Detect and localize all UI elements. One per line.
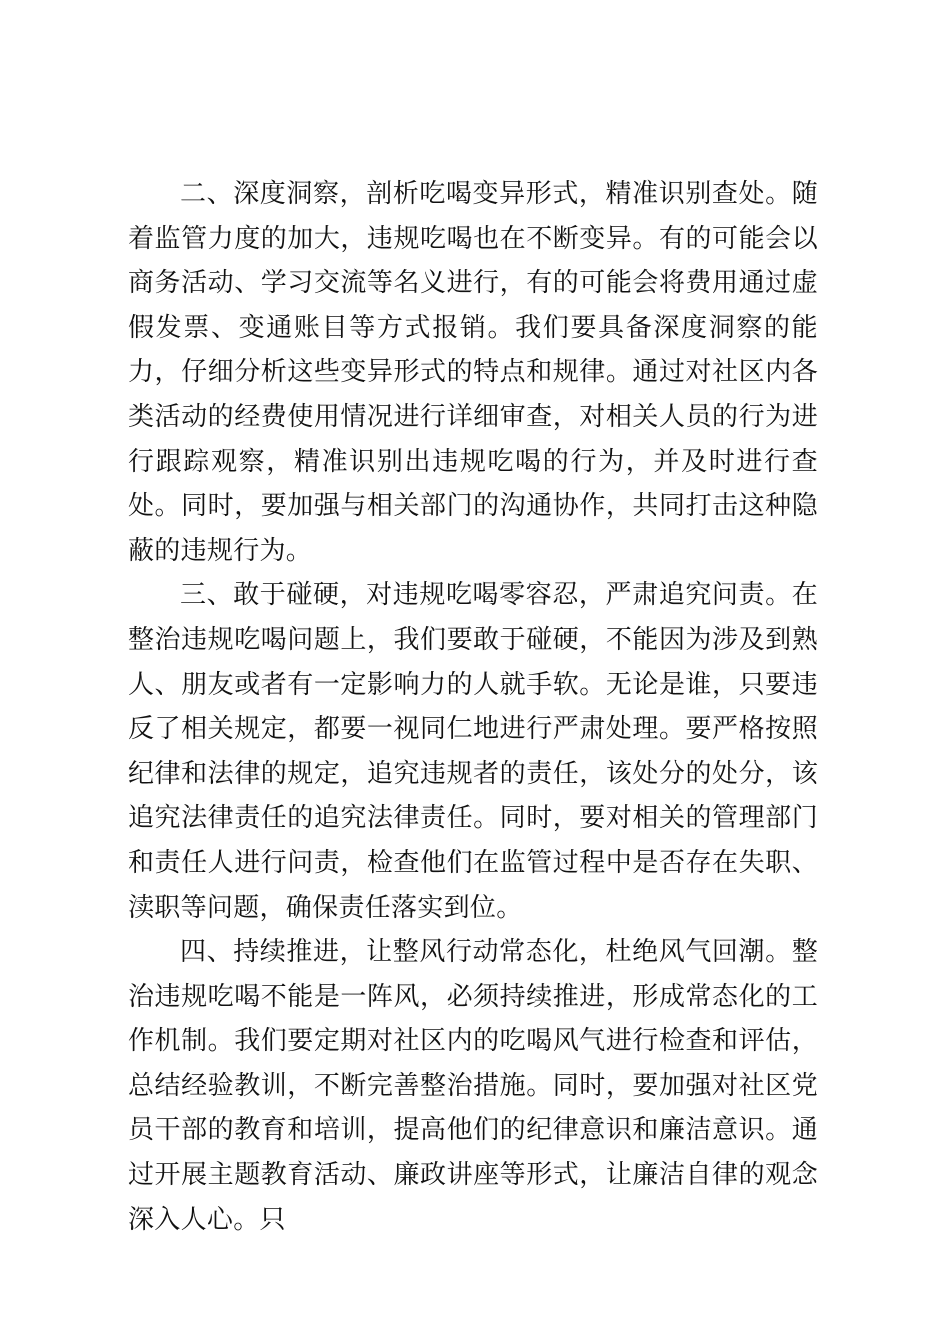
- paragraph-section-two: 二、深度洞察，剖析吃喝变异形式，精准识别查处。随着监管力度的加大，违规吃喝也在不断变异。有的可能会以商务活动、学习交流等名义进行，有的可能会将费用通过虚假发票、变通账目等方式报销。我们要具备深度洞察的能力，仔细分析这些变异形式的特点和规律。通过对社区内各类活动的经费使用情况进行详细审查，对相关人员的行为进行跟踪观察，精准识别出违规吃喝的行为，并及时进行查处。同时，要加强与相关部门的沟通协作，共同打击这种隐蔽的违规行为。: [128, 179, 818, 566]
- paragraph-section-four: 四、持续推进，让整风行动常态化，杜绝风气回潮。整治违规吃喝不能是一阵风，必须持续推进，形成常态化的工作机制。我们要定期对社区内的吃喝风气进行检查和评估，总结经验教训，不断完善整治措施。同时，要加强对社区党员干部的教育和培训，提高他们的纪律意识和廉洁意识。通过开展主题教育活动、廉政讲座等形式，让廉洁自律的观念深入人心。只: [128, 937, 818, 1235]
- document-body: [128, 172, 818, 1242]
- paragraph-section-three: 三、敢于碰硬，对违规吃喝零容忍，严肃追究问责。在整治违规吃喝问题上，我们要敢于碰硬，不能因为涉及到熟人、朋友或者有一定影响力的人就手软。无论是谁，只要违反了相关规定，都要一视同仁地进行严肃处理。要严格按照纪律和法律的规定，追究违规者的责任，该处分的处分，该追究法律责任的追究法律责任。同时，要对相关的管理部门和责任人进行问责，检查他们在监管过程中是否存在失职、渎职等问题，确保责任落实到位。: [128, 580, 818, 923]
